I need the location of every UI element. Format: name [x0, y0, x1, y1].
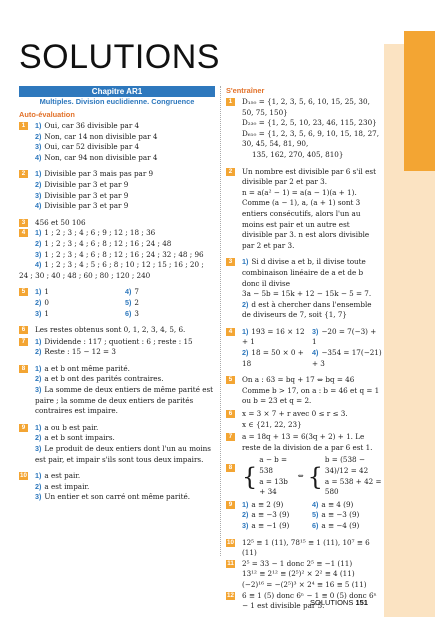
answer-text: Le produit de deux entiers dont l'un au moins est pair, et impair s'ils sont tous deux impairs.: [35, 444, 211, 464]
exercise-number: 3: [19, 219, 28, 227]
question-label: 5): [312, 510, 319, 520]
page-title: SOLUTIONS: [19, 38, 220, 76]
exercise-r1: [226, 97, 382, 161]
question-label: 3): [35, 444, 42, 454]
answer-text: a et b ont même parité.: [44, 363, 130, 373]
answer-text: 2⁵ = 33 − 1 donc 2⁵ ≡ −1 (11): [242, 558, 353, 568]
question-label: 1): [35, 422, 42, 432]
answer-text: 18 = 50 × 0 + 18: [242, 348, 304, 368]
answer-text: d est à chercher dans l'ensemble de diviseurs de 7, soit {1, 7}: [242, 299, 372, 320]
answer-text: 7: [134, 287, 139, 297]
question-label: 3): [35, 308, 42, 318]
exercise-number: 10: [20, 472, 27, 480]
exercise-r2: [226, 167, 382, 252]
answer-text: Reste : 15 − 12 = 3: [44, 347, 116, 357]
exercise-number: 2: [19, 170, 28, 178]
exercise-number: 5: [226, 376, 235, 384]
answer-text: −20 = 7(−3) + 1: [312, 326, 377, 347]
question-label: 1): [35, 169, 42, 179]
answer-text: 193 = 16 × 12 + 1: [242, 326, 305, 347]
answer-text: 1: [44, 287, 49, 297]
page-number: 151: [355, 598, 368, 607]
answer-text: 0: [44, 297, 49, 307]
question-label: 1): [242, 499, 249, 509]
exercise-r4: [226, 327, 382, 369]
column-divider: [220, 86, 221, 556]
question-label: 2): [35, 433, 42, 443]
answer-text: 2: [134, 297, 139, 307]
answer-text: a = 538 + 42 = 580: [324, 476, 382, 497]
answer-text: 1 ; 2 ; 3 ; 4 ; 6 ; 9 ; 12 ; 18 ; 36: [44, 228, 156, 238]
exercise-number: 4: [19, 229, 28, 237]
answer-text: 135, 162, 270, 405, 810}: [252, 149, 344, 159]
answer-text: 456 et 50 106: [35, 217, 86, 227]
exercise-number: 1: [19, 122, 28, 130]
answer-text: Dividende : 117 ; quotient : 6 ; reste : 15: [44, 336, 193, 346]
question-label: 2): [242, 510, 249, 520]
question-label: 2): [35, 131, 42, 141]
answer-text: −354 = 17(−21) + 3: [312, 348, 382, 368]
question-label: 2): [35, 481, 42, 491]
question-label: 1): [242, 326, 249, 336]
question-label: 3): [35, 492, 42, 502]
exercise-number: 12: [227, 591, 234, 599]
answer-text: Oui, car 36 divisible par 4: [44, 121, 140, 130]
answer-text: a ≡ −1 (9): [251, 520, 290, 530]
exercise-r9: [226, 500, 382, 532]
exercise-number: 5: [19, 288, 28, 296]
answer-text: a ou b est pair.: [44, 422, 99, 432]
answer-text: Divisible par 3 et par 9: [44, 201, 129, 211]
question-label: 4): [35, 201, 42, 211]
question-label: 1): [35, 363, 42, 373]
exercise-r10: [226, 538, 382, 559]
exercise-5: [19, 287, 215, 319]
answer-text: ⇔: [297, 471, 304, 481]
answer-text: a ≡ 4 (9): [321, 499, 354, 509]
question-label: 1): [242, 257, 249, 267]
answer-text: a ≡ −3 (9): [251, 510, 290, 520]
answer-text: La somme de deux entiers de même parité est paire ; la somme de deux entiers de parités contraires est impaire.: [35, 385, 214, 416]
answer-text: Non, car 14 non divisible par 4: [44, 131, 158, 141]
chapter-subtitle: Multiples. Division euclidienne. Congruence: [39, 97, 195, 106]
chapter-label: Chapitre AR1: [19, 86, 215, 97]
answer-text: Les restes obtenus sont 0, 1, 2, 3, 4, 5, 6.: [35, 325, 186, 335]
footer-label: SOLUTIONS: [310, 598, 354, 607]
exercise-number: 8: [19, 365, 28, 373]
answer-text: a est pair.: [44, 471, 81, 481]
question-label: 6): [125, 308, 132, 318]
exercise-r7: [226, 432, 382, 453]
question-label: 2): [35, 374, 42, 384]
answer-text: a est impair.: [44, 481, 90, 491]
question-label: 1): [35, 287, 42, 297]
question-label: 1): [35, 228, 42, 238]
answer-text: 6 ≡ 1 (5) donc 6ⁿ − 1 ≡ 0 (5) donc 6ⁿ − 1 est divisible par 5.: [242, 590, 377, 611]
exercise-4: [19, 228, 215, 281]
exercise-9: [19, 423, 215, 465]
question-label: 1): [35, 336, 42, 346]
question-label: 2): [35, 179, 42, 189]
section-auto-evaluation: Auto-évaluation: [19, 110, 75, 119]
answer-text: a ≡ 2 (9): [251, 499, 284, 509]
question-label: 1): [35, 471, 42, 481]
exercise-number: 10: [227, 538, 234, 546]
section-sentrainer: S'entraîner: [226, 86, 265, 95]
exercise-r6: [226, 409, 382, 430]
answer-text: a ≡ −3 (9): [321, 510, 360, 520]
right-column: [226, 86, 382, 612]
answer-text: Oui, car 52 divisible par 4: [44, 142, 140, 152]
question-label: 3): [312, 326, 319, 336]
exercise-r11: [226, 559, 382, 591]
page-tab-notch: [384, 31, 404, 44]
answer-text: D₂₃₀ = {1, 2, 5, 10, 23, 46, 115, 230}: [242, 118, 377, 128]
answer-text: Un nombre est divisible par 6 s'il est divisible par 2 et par 3.: [242, 166, 376, 187]
question-label: 6): [312, 520, 319, 530]
answer-text: Comme (a − 1), a, (a + 1) sont 3 entiers consécutifs, alors l'un au moins est pair et un autre est divisible par 3. n est alors divisible par 2 et par 3.: [242, 198, 370, 250]
answer-text: x ∈ {21, 22, 23}: [242, 419, 302, 429]
answer-text: D₁₅₀ = {1, 2, 3, 5, 6, 10, 15, 25, 30, 50, 75, 150}: [242, 97, 370, 117]
left-column: [19, 86, 215, 509]
exercise-number: 1: [226, 98, 235, 106]
exercise-number: 7: [19, 338, 28, 346]
answer-text: Divisible par 3 et par 9: [44, 179, 129, 189]
exercise-r3: [226, 257, 382, 321]
answer-text: 12⁵ ≡ 1 (11), 78¹⁵ ≡ 1 (11), 10⁷ ≡ 6 (11): [242, 537, 370, 558]
answer-text: 1 ; 2 ; 3 ; 4 ; 5 ; 6 ; 8 ; 10 ; 12 ; 15 ; 16 ; 20 ; 24 ; 30 ; 40 ; 48 ; 60 ; 80 ; 120 ; 240: [19, 260, 204, 280]
page-footer: [310, 598, 368, 607]
answer-text: 3: [134, 308, 139, 318]
answer-text: n = a(a² − 1) = a(a − 1)(a + 1).: [242, 187, 357, 197]
answer-text: a = 18q + 13 = 6(3q + 2) + 1. Le reste de la division de a par 6 est 1.: [242, 432, 373, 452]
question-label: 3): [242, 520, 249, 530]
answer-text: a et b ont des parités contraires.: [44, 374, 164, 384]
answer-text: a − b = 538: [259, 455, 288, 475]
question-label: 4): [35, 152, 42, 162]
exercise-number: 6: [226, 410, 235, 418]
exercise-r8: 8 { a − b = 538 a = 13b + 34 ⇔ { b = (538 − 34)/12 = 42 a = 538 + 42 = 580: [226, 455, 382, 497]
exercise-7: [19, 337, 215, 358]
exercise-2: [19, 169, 215, 211]
answer-text: x = 3 × 7 + r avec 0 ≤ r ≤ 3.: [242, 409, 348, 419]
answer-text: 1: [44, 308, 49, 318]
exercise-1: [19, 121, 215, 163]
exercise-6: [19, 325, 215, 336]
question-label: 5): [125, 297, 132, 307]
exercise-number: 6: [19, 326, 28, 334]
exercise-number: 9: [19, 424, 28, 432]
exercise-3: [19, 218, 215, 229]
exercise-r5: [226, 375, 382, 407]
answer-text: (−2)¹⁶ = −(2⁵)³ × 2⁴ ≡ 16 ≡ 5 (11): [242, 579, 367, 589]
answer-text: a et b sont impairs.: [44, 433, 115, 443]
question-label: 2): [35, 238, 42, 248]
exercise-number: 8: [226, 464, 235, 472]
answer-text: a = 13b + 34: [259, 476, 288, 497]
answer-text: 1 ; 2 ; 3 ; 4 ; 6 ; 8 ; 12 ; 16 ; 24 ; 32 ; 48 ; 96: [44, 249, 204, 259]
exercise-8: [19, 364, 215, 417]
answer-text: 1 ; 2 ; 3 ; 4 ; 6 ; 8 ; 12 ; 16 ; 24 ; 48: [44, 238, 172, 248]
answer-text: On a : 63 = bq + 17 ⇔ bq = 46: [242, 375, 355, 385]
answer-text: Divisible par 3 mais pas par 9: [44, 169, 154, 179]
answer-text: a ≡ −4 (9): [321, 520, 360, 530]
answer-text: 3a − 5b = 15k + 12 − 15k − 5 = 7.: [242, 289, 372, 299]
question-label: 4): [35, 260, 42, 270]
question-label: 3): [35, 190, 42, 200]
answer-text: Un entier et son carré ont même parité.: [44, 492, 191, 502]
exercise-number: 2: [226, 168, 235, 176]
exercise-number: 4: [226, 328, 235, 336]
question-label: 2): [242, 348, 249, 358]
question-label: 4): [312, 348, 319, 358]
exercise-number: 7: [226, 433, 235, 441]
question-label: 3): [35, 385, 42, 395]
question-label: 4): [125, 287, 132, 297]
exercise-number: 11: [227, 559, 234, 567]
answer-text: Divisible par 3 et par 9: [44, 190, 129, 200]
answer-text: b = (538 − 34)/12 = 42: [324, 455, 369, 475]
question-label: 3): [35, 142, 42, 152]
question-label: 1): [35, 121, 42, 130]
question-label: 2): [35, 347, 42, 357]
question-label: 3): [35, 249, 42, 259]
page-tab-accent: [404, 31, 435, 171]
answer-text: Si d divise a et b, il divise toute combinaison linéaire de a et de b donc il divise: [242, 257, 366, 288]
question-label: 4): [312, 499, 319, 509]
answer-text: Comme b > 17, on a : b = 46 et q = 1 ou b = 23 et q = 2.: [242, 385, 380, 406]
exercise-number: 9: [226, 501, 235, 509]
exercise-10: [19, 471, 215, 503]
question-label: 2): [35, 297, 42, 307]
exercise-number: 3: [226, 258, 235, 266]
answer-text: Non, car 94 non divisible par 4: [44, 152, 158, 162]
question-label: 2): [242, 299, 249, 309]
answer-text: 13¹² ≡ 2¹² ≡ (2⁵)² × 2² ≡ 4 (11): [242, 569, 355, 579]
answer-text: D₆₁₀ = {1, 2, 3, 5, 6, 9, 10, 15, 18, 27, 30, 45, 54, 81, 90,: [242, 128, 380, 149]
